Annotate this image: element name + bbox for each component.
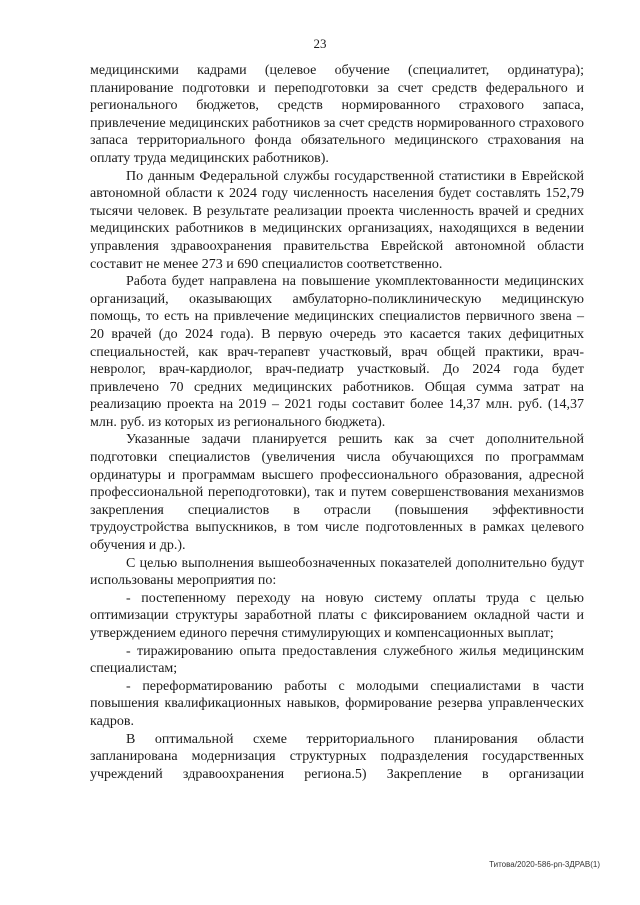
paragraph: медицинскими кадрами (целевое обучение (специалитет, ординатура); планирование подготовки и переподготовки за счет средств федерального и регионального бюджетов, средств нормированного страхового запаса, привлечение медицинских работников за счет средств нормированного страхового запаса территориального фонда обязательного медицинского страхования на оплату труда медицинских работников). [90, 63, 584, 166]
paragraph: Работа будет направлена на повышение укомплектованности медицинских организаций, оказывающих амбулаторно-поликлиническую медицинскую помощь, то есть на привлечение медицинских специалистов первичного звена – 20 врачей (до 2024 года). В первую очередь это касается таких дефицитных специальностей, как врач-терапевт участковый, врач общей практики, врач-невролог, врач-кардиолог, врач-педиатр участковый. До 2024 года будет привлечено 70 средних медицинских работников. Общая сумма затрат на реализацию проекта на 2019 – 2021 годы составит более 14,37 млн. руб. (14,37 млн. руб. из которых из регионального бюджета). [90, 274, 584, 430]
page-number: 23 [313, 36, 327, 51]
paragraph: В оптимальной схеме территориального планирования области запланирована модернизация структурных подразделения государственных учреждений здравоохранения региона.5) Закрепление в организации [90, 731, 584, 782]
list-item: - постепенному переходу на новую систему оплаты труда с целью оптимизации структуры заработной платы с фиксированием окладной части и утверждением единого перечня стимулирующих и компенсационных выплат; [90, 590, 584, 641]
list-item: - тиражированию опыта предоставления служебного жилья медицинским специалистам; [90, 643, 584, 677]
list-item: - переформатированию работы с молодыми специалистами в части повышения квалификационных навыков, формирование резерва управленческих кадров. [90, 678, 584, 729]
body-text [90, 62, 584, 783]
paragraph: С целью выполнения вышеобозначенных показателей дополнительно будут использованы мероприятия по: [90, 555, 584, 589]
paragraph: Указанные задачи планируется решить как за счет дополнительной подготовки специалистов (увеличения числа обучающихся по программам ординатуры и программам высшего профессионального образования, адресной профессиональной переподготовки), так и путем совершенствования механизмов закрепления специалистов в отрасли (повышения эффективности трудоустройства выпускников, в том числе подготовленных в рамках целевого обучения и др.). [90, 432, 584, 554]
footer-file-reference: Титова/2020-586-рп-3ДРАВ(1) [489, 860, 600, 869]
paragraph: По данным Федеральной службы государственной статистики в Еврейской автономной области к 2024 году численность населения будет составлять 152,79 тысячи человек. В результате реализации проекта численность врачей и средних медицинских работников в медицинских организациях, находящихся в ведении управления здравоохранения правительства Еврейской автономной области составит не менее 273 и 690 специалистов соответственно. [90, 168, 584, 272]
